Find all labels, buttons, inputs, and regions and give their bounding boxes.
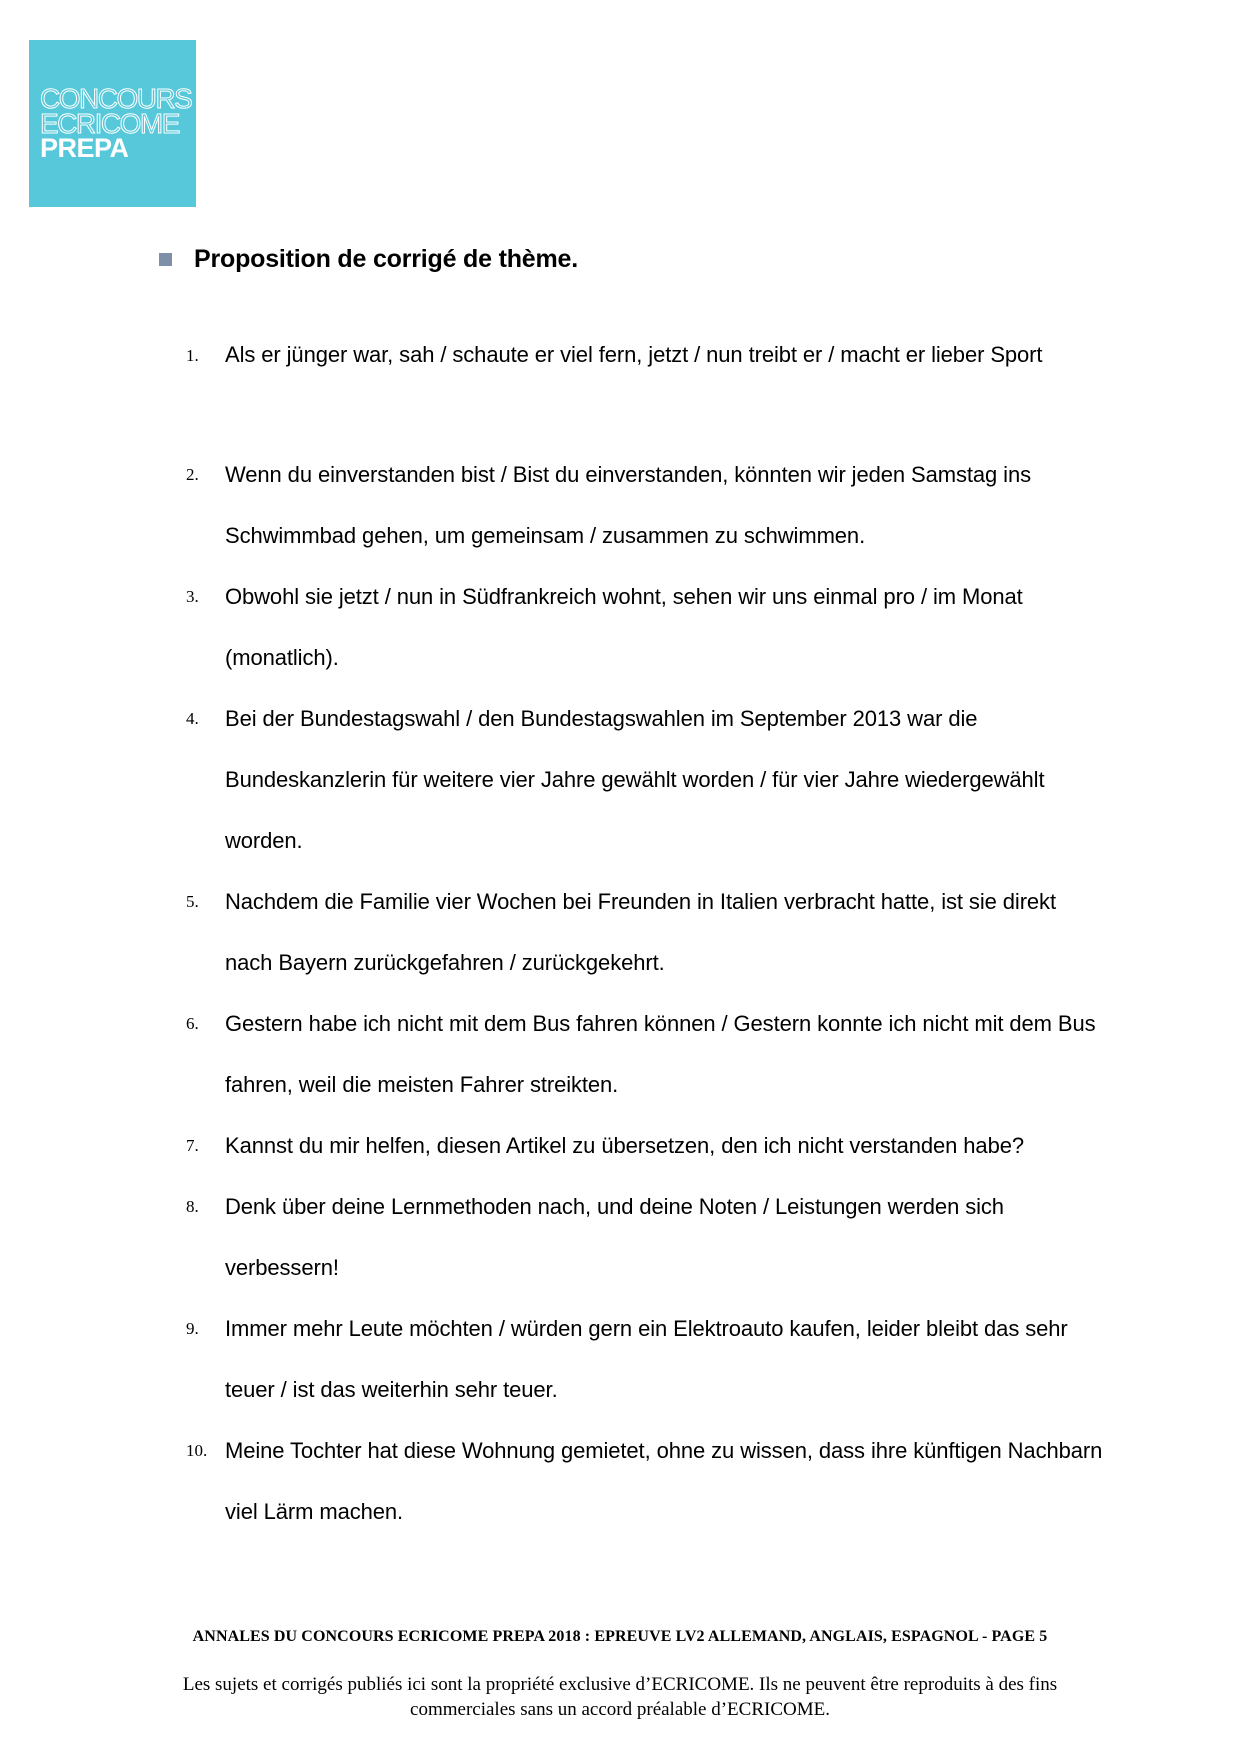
logo-line-ecricome: ECRICOME	[40, 108, 179, 139]
item-number: 9.	[186, 1319, 199, 1338]
logo-line-prepa: PREPA	[40, 133, 129, 163]
item-number: 5.	[186, 892, 199, 911]
footer-copyright-note: Les sujets et corrigés publiés ici sont la propriété exclusive d’ECRICOME. Ils ne peuvent être reproduits à des fins commerciales sans un accord préalable d’ECRICOME.	[182, 1674, 1058, 1720]
item-number: 1.	[186, 346, 199, 365]
item-number: 3.	[186, 587, 199, 606]
item-text: Als er jünger war, sah / schaute er viel fern, jetzt / nun treibt er / macht er lieber Sport	[225, 342, 1043, 367]
item-text: Obwohl sie jetzt / nun in Südfrankreich wohnt, sehen wir uns einmal pro / im Monat (monatlich).	[225, 584, 1023, 670]
square-bullet-icon	[159, 253, 172, 266]
item-number: 7.	[186, 1136, 199, 1155]
item-text: Denk über deine Lernmethoden nach, und deine Noten / Leistungen werden sich verbessern!	[225, 1194, 1004, 1280]
ecricome-logo	[29, 40, 196, 207]
item-number: 4.	[186, 709, 199, 728]
item-number: 8.	[186, 1197, 199, 1216]
item-text: Bei der Bundestagswahl / den Bundestagswahlen im September 2013 war die Bundeskanzlerin für weitere vier Jahre gewählt worden / für vier Jahre wiedergewählt worden.	[225, 706, 1045, 853]
logo-line-concours: CONCOURS	[40, 83, 192, 114]
item-text: Wenn du einverstanden bist / Bist du einverstanden, könnten wir jeden Samstag ins Schwimmbad gehen, um gemeinsam / zusammen zu schwimmen.	[225, 462, 1031, 548]
item-text: Kannst du mir helfen, diesen Artikel zu übersetzen, den ich nicht verstanden habe?	[225, 1133, 1024, 1158]
section-heading	[159, 245, 578, 274]
heading-text: Proposition de corrigé de thème.	[194, 245, 578, 273]
item-text: Gestern habe ich nicht mit dem Bus fahren können / Gestern konnte ich nicht mit dem Bus fahren, weil die meisten Fahrer streikten.	[225, 1011, 1096, 1097]
item-number: 10.	[186, 1441, 208, 1460]
footer-title: ANNALES DU CONCOURS ECRICOME PREPA 2018 : EPREUVE LV2 ALLEMAND, ANGLAIS, ESPAGNOL - PAGE 5	[192, 1628, 1048, 1645]
item-text: Nachdem die Familie vier Wochen bei Freunden in Italien verbracht hatte, ist sie direkt nach Bayern zurückgefahren / zurückgekehrt.	[225, 889, 1056, 975]
item-number: 6.	[186, 1014, 199, 1033]
item-text: Immer mehr Leute möchten / würden gern ein Elektroauto kaufen, leider bleibt das sehr teuer / ist das weiterhin sehr teuer.	[225, 1316, 1068, 1402]
item-number: 2.	[186, 465, 199, 484]
item-text: Meine Tochter hat diese Wohnung gemietet, ohne zu wissen, dass ihre künftigen Nachbarn viel Lärm machen.	[225, 1438, 1103, 1524]
